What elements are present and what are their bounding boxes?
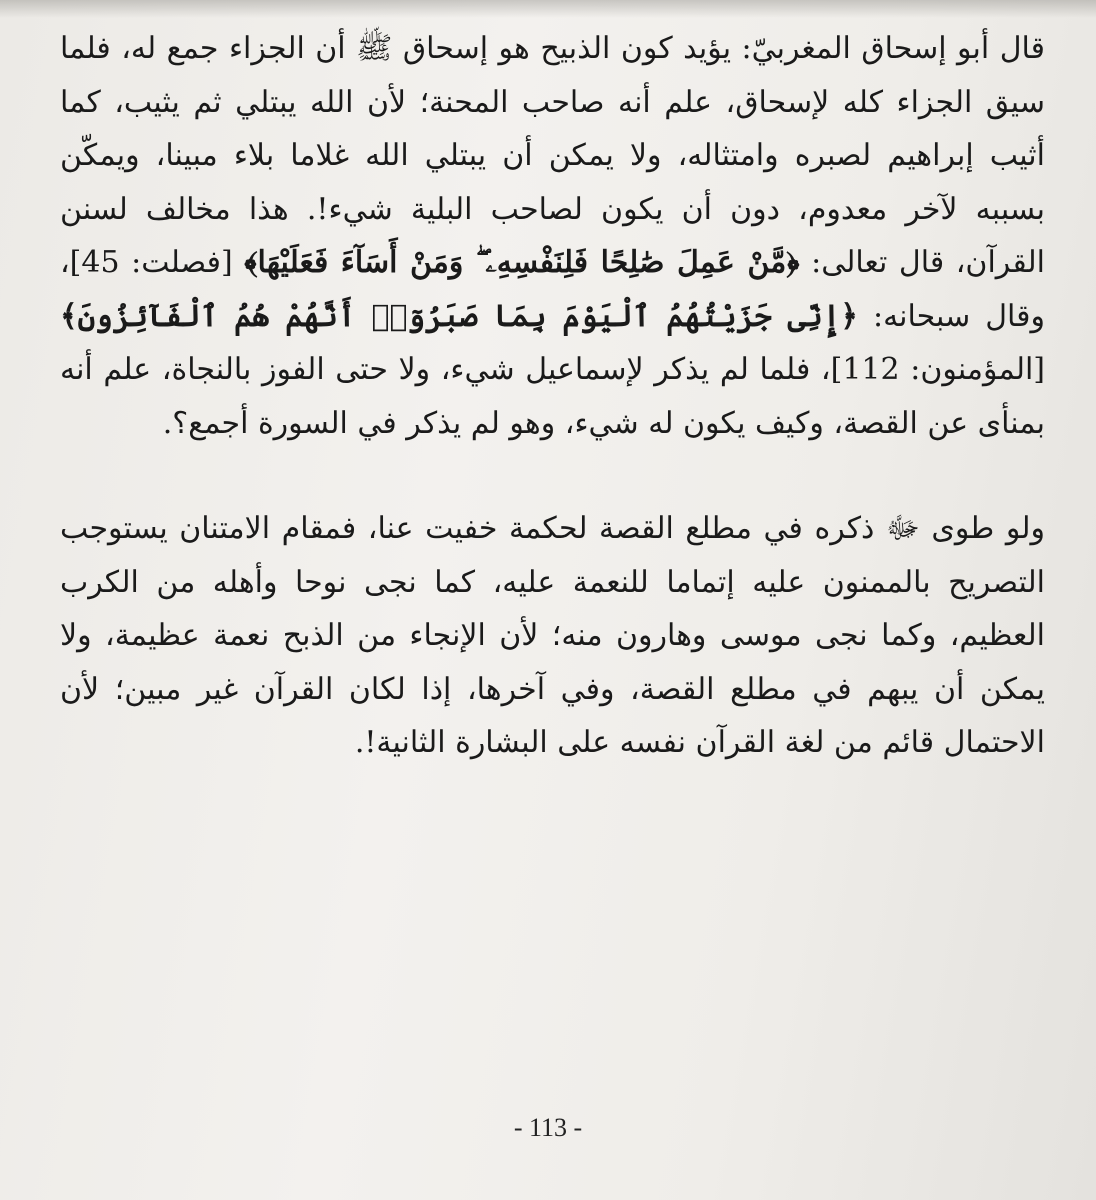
- citation-fussilat: [فصلت: 45]، وقال سبحانه:: [60, 245, 1045, 334]
- page-body: [60, 22, 1045, 770]
- paragraph-2: [60, 502, 1045, 770]
- paragraph-2-text: ولو طوى ﷻ ذكره في مطلع القصة لحكمة خفيت عنا، فمقام الامتنان يستوجب التصريح بالممنون عليه إتماما للنعمة عليه، كما نجى نوحا وأهله من الكرب العظيم، وكما نجى موسى وهارون منه؛ لأن الإنجاء من الذبح نعمة عظيمة، ولا يمكن أن يبهم في مطلع القصة، وفي آخرها، إذا لكان القرآن غير مبين؛ لأن الاحتمال قائم من لغة القرآن نفسه على البشارة الثانية!.: [60, 511, 1045, 760]
- paragraph-1: [60, 22, 1045, 450]
- quran-verse-muminun: ﴿إِنِّى جَزَيْتُهُمُ ٱلْيَوْمَ بِمَا صَبَرُوٓا۟ أَنَّهُمْ هُمُ ٱلْفَآئِزُونَ﴾: [60, 298, 858, 334]
- page-top-shadow: [0, 0, 1096, 18]
- quran-verse-fussilat: ﴿مَّنْ عَمِلَ صَٰلِحًا فَلِنَفْسِهِۦ ۖ وَمَنْ أَسَآءَ فَعَلَيْهَا﴾: [244, 245, 800, 280]
- paragraph-1-text: قال أبو إسحاق المغربيّ: يؤيد كون الذبيح هو إسحاق ﷺ أن الجزاء جمع له، فلما سيق الجزاء كله لإسحاق، علم أنه صاحب المحنة؛ لأن الله يبتلي ثم يثيب، كما أثيب إبراهيم لصبره وامتثاله، ولا يمكن أن يبتلي الله غلاما بلاء مبينا، ويمكّن بسببه لآخر معدوم، دون أن يكون لصاحب البلية شيء!. هذا مخالف لسنن القرآن، قال تعالى:: [60, 31, 1045, 280]
- page-number: - 113 -: [513, 1113, 583, 1142]
- paragraph-1-continuation: [المؤمنون: 112]، فلما لم يذكر لإسماعيل شيء، ولا حتى الفوز بالنجاة، علم أنه بمنأى عن القصة، وكيف يكون له شيء، وهو لم يذكر في السورة أجمع؟.: [60, 352, 1045, 441]
